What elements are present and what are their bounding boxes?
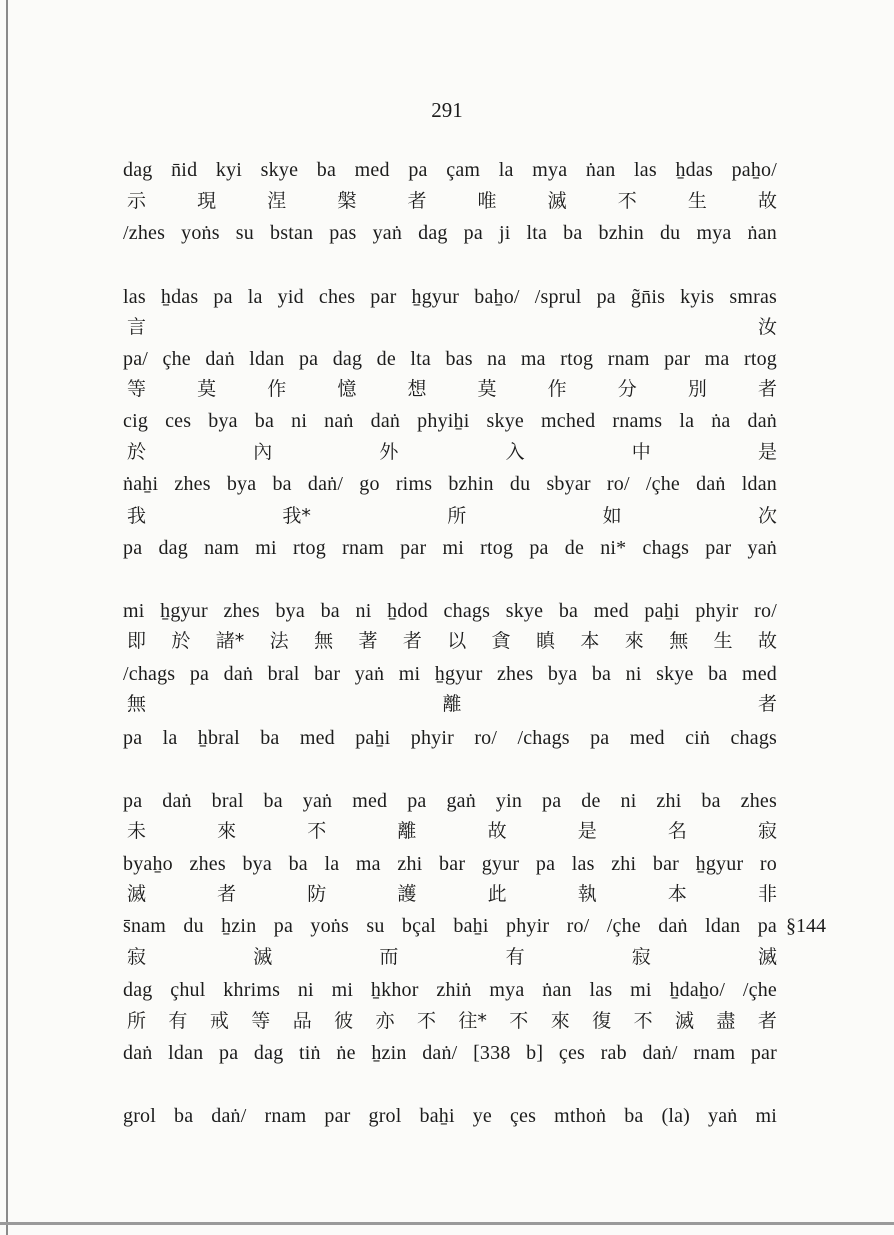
page-left-edge xyxy=(6,0,8,1235)
han-char: 等 xyxy=(127,378,147,400)
han-line-3 xyxy=(127,316,777,338)
han-char: 滅 xyxy=(674,1010,694,1032)
han-char: 往* xyxy=(458,1010,487,1032)
han-char: 現 xyxy=(197,190,217,212)
han-char: 寂 xyxy=(127,946,147,968)
han-char: 著 xyxy=(358,630,378,652)
han-line-4 xyxy=(127,378,777,400)
han-char: 來 xyxy=(217,820,237,842)
han-char: 執 xyxy=(577,883,597,905)
han-char: 盡 xyxy=(716,1010,736,1032)
han-char: 憶 xyxy=(337,378,357,400)
han-char: 不 xyxy=(633,1010,653,1032)
section-margin-note: §144 xyxy=(786,915,826,937)
han-line-13 xyxy=(127,946,777,968)
han-char: 者 xyxy=(217,883,237,905)
han-char: 滅 xyxy=(757,946,777,968)
han-line-6 xyxy=(127,505,777,527)
han-char: 者 xyxy=(407,190,427,212)
han-char: 滅 xyxy=(127,883,147,905)
roman-line-14: dag çhul khrims ni mi ẖkhor zhiṅ mya ṅan las mi ẖdaẖo/ /çhe xyxy=(123,979,777,1001)
han-char: 有 xyxy=(505,946,525,968)
han-char: 所 xyxy=(127,1010,147,1032)
roman-line-7: pa dag nam mi rtog rnam par mi rtog pa de ni* chags par yaṅ xyxy=(123,537,777,559)
roman-line-11: pa daṅ bral ba yaṅ med pa gaṅ yin pa de ni zhi ba zhes xyxy=(123,790,777,812)
roman-line-16: grol ba daṅ/ rnam par grol baẖi ye çes mthoṅ ba (la) yaṅ mi xyxy=(123,1105,777,1127)
han-char: 而 xyxy=(379,946,399,968)
han-char: 我 xyxy=(127,505,147,527)
han-char: 者 xyxy=(757,1010,777,1032)
han-char: 貪 xyxy=(491,630,511,652)
han-line-9 xyxy=(127,693,777,715)
han-char: 品 xyxy=(292,1010,312,1032)
han-char: 不 xyxy=(509,1010,529,1032)
han-char: 於 xyxy=(127,441,147,463)
han-char: 本 xyxy=(580,630,600,652)
han-char: 彼 xyxy=(334,1010,354,1032)
han-char: 分 xyxy=(617,378,637,400)
han-char: 故 xyxy=(757,190,777,212)
han-char: 離 xyxy=(397,820,417,842)
roman-line-8: mi ẖgyur zhes bya ba ni ẖdod chags skye ba med paẖi phyir ro/ xyxy=(123,600,777,622)
roman-line-15: daṅ ldan pa dag tiṅ ṅe ẖzin daṅ/ [338 b] çes rab daṅ/ rnam par xyxy=(123,1042,777,1064)
han-char: 莫 xyxy=(477,378,497,400)
han-line-5 xyxy=(127,441,777,463)
han-char: 是 xyxy=(577,820,597,842)
roman-line-9: /chags pa daṅ bral bar yaṅ mi ẖgyur zhes bya ba ni skye ba med xyxy=(123,663,777,685)
han-char: 未 xyxy=(127,820,147,842)
han-char: 即 xyxy=(127,630,147,652)
han-char: 內 xyxy=(253,441,273,463)
han-char: 等 xyxy=(251,1010,271,1032)
han-char: 者 xyxy=(402,630,422,652)
han-line-1 xyxy=(127,190,777,212)
han-char: 來 xyxy=(550,1010,570,1032)
han-char: 涅 xyxy=(267,190,287,212)
page-bottom-edge xyxy=(0,1222,894,1225)
roman-line-12: byaẖo zhes bya ba la ma zhi bar gyur pa las zhi bar ẖgyur ro xyxy=(123,853,777,875)
han-char: 防 xyxy=(307,883,327,905)
han-char: 無 xyxy=(669,630,689,652)
han-char: 入 xyxy=(505,441,525,463)
roman-line-1: dag n̄id kyi skye ba med pa çam la mya ṅan las ẖdas paẖo/ xyxy=(123,159,777,181)
han-char: 者 xyxy=(757,378,777,400)
han-char: 示 xyxy=(127,190,147,212)
han-char: 槃 xyxy=(337,190,357,212)
han-char: 別 xyxy=(687,378,707,400)
han-char: 此 xyxy=(487,883,507,905)
han-char: 故 xyxy=(757,630,777,652)
han-char: 作 xyxy=(267,378,287,400)
han-char: 莫 xyxy=(197,378,217,400)
roman-line-6: ṅaẖi zhes bya ba daṅ/ go rims bzhin du sbyar ro/ /çhe daṅ ldan xyxy=(123,473,777,495)
han-char: 想 xyxy=(407,378,427,400)
han-char: 寂 xyxy=(757,820,777,842)
han-char: 中 xyxy=(631,441,651,463)
han-char: 外 xyxy=(379,441,399,463)
han-char: 次 xyxy=(757,505,777,527)
han-line-11 xyxy=(127,820,777,842)
roman-line-3: las ẖdas pa la yid ches par ẖgyur baẖo/ /sprul pa g̃n̄is kyis smras xyxy=(123,286,777,308)
han-char: 法 xyxy=(269,630,289,652)
han-char: 來 xyxy=(624,630,644,652)
han-char: 我* xyxy=(282,505,311,527)
han-char: 所 xyxy=(447,505,467,527)
han-char: 生 xyxy=(687,190,707,212)
han-char: 無 xyxy=(127,693,147,715)
page-number: 291 xyxy=(431,98,463,122)
roman-line-13: s̄nam du ẖzin pa yoṅs su bçal baẖi phyir ro/ /çhe daṅ ldan pa xyxy=(123,915,777,937)
han-char: 者 xyxy=(757,693,777,715)
roman-line-5: cig ces bya ba ni naṅ daṅ phyiẖi skye mched rnams la ṅa daṅ xyxy=(123,410,777,432)
han-char: 本 xyxy=(667,883,687,905)
han-char: 亦 xyxy=(375,1010,395,1032)
han-line-12 xyxy=(127,883,777,905)
han-char: 於 xyxy=(171,630,191,652)
han-char: 故 xyxy=(487,820,507,842)
han-char: 唯 xyxy=(477,190,497,212)
han-char: 言 xyxy=(127,316,147,338)
roman-line-4: pa/ çhe daṅ ldan pa dag de lta bas na ma rtog rnam par ma rtog xyxy=(123,348,777,370)
han-char: 以 xyxy=(447,630,467,652)
han-line-14 xyxy=(127,1010,777,1032)
han-char: 護 xyxy=(397,883,417,905)
han-char: 汝 xyxy=(757,316,777,338)
han-char: 寂 xyxy=(631,946,651,968)
han-char: 滅 xyxy=(253,946,273,968)
han-char: 生 xyxy=(713,630,733,652)
han-char: 非 xyxy=(757,883,777,905)
han-line-8 xyxy=(127,630,777,652)
han-char: 名 xyxy=(667,820,687,842)
han-char: 無 xyxy=(314,630,334,652)
han-char: 不 xyxy=(617,190,637,212)
han-char: 滅 xyxy=(547,190,567,212)
han-char: 復 xyxy=(592,1010,612,1032)
han-char: 有 xyxy=(168,1010,188,1032)
han-char: 是 xyxy=(757,441,777,463)
han-char: 戒 xyxy=(209,1010,229,1032)
han-char: 瞋 xyxy=(536,630,556,652)
han-char: 如 xyxy=(602,505,622,527)
han-char: 不 xyxy=(307,820,327,842)
han-char: 作 xyxy=(547,378,567,400)
roman-line-10: pa la ẖbral ba med paẖi phyir ro/ /chags pa med ciṅ chags xyxy=(123,727,777,749)
han-char: 諸* xyxy=(215,630,245,652)
han-char: 不 xyxy=(416,1010,436,1032)
roman-line-2: /zhes yoṅs su bstan pas yaṅ dag pa ji lta ba bzhin du mya ṅan xyxy=(123,222,777,244)
han-char: 離 xyxy=(442,693,462,715)
